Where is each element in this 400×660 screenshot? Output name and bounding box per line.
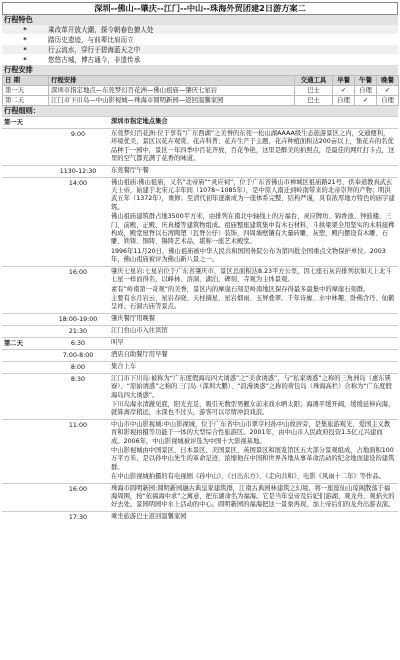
feature-star: * <box>23 46 27 54</box>
detail-day <box>2 326 48 337</box>
detail-paragraph: 下川岛海水清澈见底，阳光充足，吸引无数型男靓女前来戏水晒太阳；海滩平缓开阔，缓缓延伸向海，就算离岸稍远，水深也不过头，游客可以尽情冲浪戏浪。 <box>111 400 395 417</box>
detail-day <box>2 350 48 361</box>
detail-paragraph: 素有“岭南第一奇观”的美誉，景区内的摩崖石刻是岭南地区保存得最多最集中的摩崖石刻群。 <box>111 285 370 293</box>
detail-list <box>2 116 398 523</box>
detail-day: 第二天 <box>4 339 23 347</box>
detail-day <box>2 166 48 177</box>
detail-row <box>2 177 398 266</box>
overview-header-cell: 晚餐 <box>377 76 399 86</box>
detail-paragraph: 佛山祖庙:佛山祖庙，又名“北帝庙”“灵应祠”，位于广东省佛山市禅城区祖庙路21号，供奉道教真武玄天上帝，始建于北宋元丰年间（1078~1085年），是中原人南迁到岭南带来的北帝崇拜的产物；明洪武五年（1372年），重修；至清代初年逐渐成为一座体系完整、结构严谨，具有浓厚地方特色的庙宇建筑。 <box>111 178 395 211</box>
detail-description <box>108 362 398 373</box>
detail-description <box>108 178 398 266</box>
detail-time <box>48 117 108 128</box>
detail-description <box>108 129 398 165</box>
detail-paragraph: 酒店自助餐厅用早餐 <box>111 350 168 358</box>
feature-text: 踏历史遗迹，与前辈比肩而立 <box>48 36 134 44</box>
detail-time: 16:00 <box>68 268 88 276</box>
detail-time: 18:00-19:00 <box>58 315 98 323</box>
detail-description <box>108 117 398 128</box>
detail-day <box>2 267 48 313</box>
overview-cell: 自理 <box>333 96 355 106</box>
feature-text: 乘改革开放大潮，探今朝春色撩人处 <box>48 26 154 34</box>
detail-time: 7:00-8:00 <box>62 351 94 359</box>
overview-cell: 第二天 <box>3 96 49 106</box>
detail-paragraph: 主要有水月岩云、星岩春晓、天柱摘星、星岩烟雨、玉屏叠翠、千年诗廊、水中林趣、卧佛含丹、仙鹤呈祥、石洞古庙等景点。 <box>111 294 395 311</box>
detail-time: 17:30 <box>68 513 88 521</box>
overview-header-row <box>3 76 399 86</box>
detail-paragraph: 集合上车 <box>111 362 137 370</box>
feature-text: 行云流水，穿行于碧海蓝天之中 <box>48 46 141 54</box>
detail-row <box>2 165 398 177</box>
overview-cell: 自理 <box>377 96 399 106</box>
detail-day <box>2 178 48 266</box>
overview-header-cell: 交通工具 <box>295 76 333 86</box>
detail-time: 11:00 <box>68 421 88 429</box>
feature-star: * <box>23 26 27 34</box>
detail-row <box>2 337 398 349</box>
detail-row <box>2 361 398 373</box>
detail-row <box>2 373 398 419</box>
detail-time: 1130-12:30 <box>59 167 97 175</box>
detail-paragraph: 中山影视城由中国景区、日本景区、美国景区、英国景区和展览馆区五大部分景观组成，占地面积100万平方米，是以孙中山先生的革命足迹、浓缩他在中国和世界各地从事革命活动的纪念地而建设的建筑群。 <box>111 446 395 471</box>
feature-row <box>2 45 398 55</box>
detail-paragraph: 肇庆餐厅用晚餐 <box>111 314 156 322</box>
detail-paragraph: 东莞梦幻百花洲:位于享有“广东西湖”之美誉的东莞一松山湖AAAA级生态旅游景区之内，交通便利，环境优美，景区以花卉观赏、花卉科普、花卉生产于主题，花卉种植面积达200亩以上，集花卉的名优品种于一园中，景区一年四季中百花齐放，百花争艳，这里是醉美的拍照点，是最佳的网红打卡点，这里的空气都充满了花香的味道。 <box>111 130 395 163</box>
detail-description <box>108 326 398 337</box>
features-list <box>2 25 398 65</box>
detail-description <box>108 314 398 325</box>
overview-header-cell: 早餐 <box>333 76 355 86</box>
detail-paragraph: 佛山祖庙建筑群占地3500平方米，由排列在南北中轴线上的万福台、灵应牌坊、锦香池、钟鼓楼、三门、前殿、正殿、庆真楼等建筑物组成。祖庙整座建筑集中有木石材料，斗拱梁架全用坚实的木料接榫构成，殿堂屋脊以石湾陶塑（瓦脊公仔）装饰，四周墙壁镶有大量砖雕、灰塑，殿内摆设有木雕、石雕、铁铸、铜铸、锡铸艺术品，堪称一座艺术殿堂。 <box>111 213 395 246</box>
detail-day <box>2 374 48 419</box>
overview-row <box>3 86 399 96</box>
detail-paragraph: 肇庆七星岩:七星岩位于广东省肇庆市，景区总面积达8.23平方公里，因七座石灰岩排列状如天上北斗七星一样而得名，以峰林、溶洞、湖泊、碑刻、寺观为主体景观。 <box>111 267 392 284</box>
overview-cell: 江门市下川岛—中山影视城—珠海市圆明新园—返回温馨家园 <box>49 96 295 106</box>
detail-row <box>2 349 398 361</box>
overview-heading: 行程安排 <box>2 65 398 75</box>
page-title: 深圳--佛山--肇庆--江门--中山--珠海外贸团建2日游方案二 <box>2 2 398 15</box>
detail-day <box>2 484 48 511</box>
detail-paragraph: 江门市下川岛:被称为“广东度假海岛四大诱惑”之“美食诱惑”，与“私家诱惑”之称的三角洲岛（惠东巽寮）、“原始诱惑”之称的三门岛（深圳大鹏）、“浪漫诱惑”之称的荷包岛（珠海高栏）合称为“广东度假海岛四大诱惑”。 <box>111 374 392 399</box>
detail-time: 9:00 <box>70 131 86 138</box>
detail-time: 6:30 <box>70 339 86 347</box>
detail-time: 16:00 <box>68 485 88 493</box>
overview-cell: 第一天 <box>3 86 49 96</box>
detail-day: 第一天 <box>4 119 23 126</box>
features-heading: 行程特色 <box>2 15 398 25</box>
detail-row <box>2 511 398 523</box>
detail-description <box>108 350 398 361</box>
detail-row <box>2 313 398 325</box>
overview-cell: ✓ <box>355 96 377 106</box>
overview-cell: ✓ <box>377 86 399 96</box>
overview-row <box>3 96 399 106</box>
feature-row <box>2 35 398 45</box>
detail-paragraph: 叫早 <box>111 338 124 346</box>
detail-paragraph: 乘坐旅游巴士返回温馨家园 <box>111 512 187 520</box>
detail-day <box>2 512 48 523</box>
feature-star: * <box>23 56 27 64</box>
detail-paragraph: 1996年11月20日，佛山祖庙被中华人民共和国国务院公布为第四批全国重点文物保护单位。2003年，佛山祖庙被评为佛山新八景之一。 <box>111 247 386 264</box>
detail-day <box>2 362 48 373</box>
detail-row <box>2 128 398 165</box>
detail-paragraph: 中山市中山影视城:中山影视城，位于广东省中山市翠亨村孙中山故居旁，是集旅游观光、爱国主义教育和影视拍摄等功能于一体的大型综合性旅游区。2001年，由中山市人民政府投资1.5亿元兴建而成。2006年，中山影视城被评选为中国十大影视基地。 <box>111 420 391 445</box>
feature-star: * <box>23 36 27 44</box>
detail-row <box>2 483 398 511</box>
overview-table <box>2 75 399 106</box>
detail-paragraph: 在中山影视城拍摄的有电视剧《孙中山》、《日出东方》、《走向共和》、电影《风雨十二年》等作品。 <box>111 473 385 481</box>
overview-header-cell: 行程安排 <box>49 76 295 86</box>
detail-paragraph: 东莞餐厅午餐 <box>111 166 149 174</box>
detail-description <box>108 338 398 349</box>
detail-paragraph: 江门台山市入住宾馆 <box>111 326 168 334</box>
overview-header-cell: 午餐 <box>355 76 377 86</box>
overview-cell: 巴士 <box>295 86 333 96</box>
detail-day <box>2 420 48 483</box>
detail-row <box>2 325 398 337</box>
detail-paragraph: 深圳市指定地点集合 <box>111 118 168 125</box>
detail-row <box>2 419 398 483</box>
feature-text: 悠悠古城，博古通今，非遗传承 <box>48 56 141 64</box>
overview-cell: 深圳市指定地点—东莞梦幻百花洲—佛山祖庙—肇庆七星岩 <box>49 86 295 96</box>
detail-time: 21:30 <box>68 327 88 335</box>
overview-cell: 巴士 <box>295 96 333 106</box>
detail-description <box>108 420 398 483</box>
detail-description <box>108 512 398 523</box>
detail-description <box>108 267 398 313</box>
detail-description <box>108 484 398 511</box>
detail-paragraph: 珠海市圆明新园:圆明新园融古典皇家建筑群，江南古典园林建筑之幻境，将一座座仙山琼阁散落于福海周围，按“依福海中求”之寓意，把东湖命名为福海。它是当年皇帝及后妃们游湖、观龙舟、观焰火的好去处。景园明园中水上活动的中心。圆明新园的福海把这一景象再现，加上帝后们的龙舟出游表演。 <box>111 484 395 509</box>
detail-row <box>2 266 398 313</box>
detail-description <box>108 374 398 419</box>
overview-cell: 自理 <box>355 86 377 96</box>
detail-heading: 行程细则： <box>2 106 398 116</box>
detail-time: 8:30 <box>70 375 86 383</box>
overview-header-cell: 日 期 <box>3 76 49 86</box>
detail-time: 8:00 <box>70 363 86 371</box>
overview-cell: ✓ <box>333 86 355 96</box>
detail-time: 14:00 <box>68 179 88 187</box>
detail-day <box>2 129 48 165</box>
detail-day <box>2 314 48 325</box>
feature-row <box>2 55 398 65</box>
detail-row <box>2 116 398 128</box>
detail-description <box>108 166 398 177</box>
feature-row <box>2 25 398 35</box>
